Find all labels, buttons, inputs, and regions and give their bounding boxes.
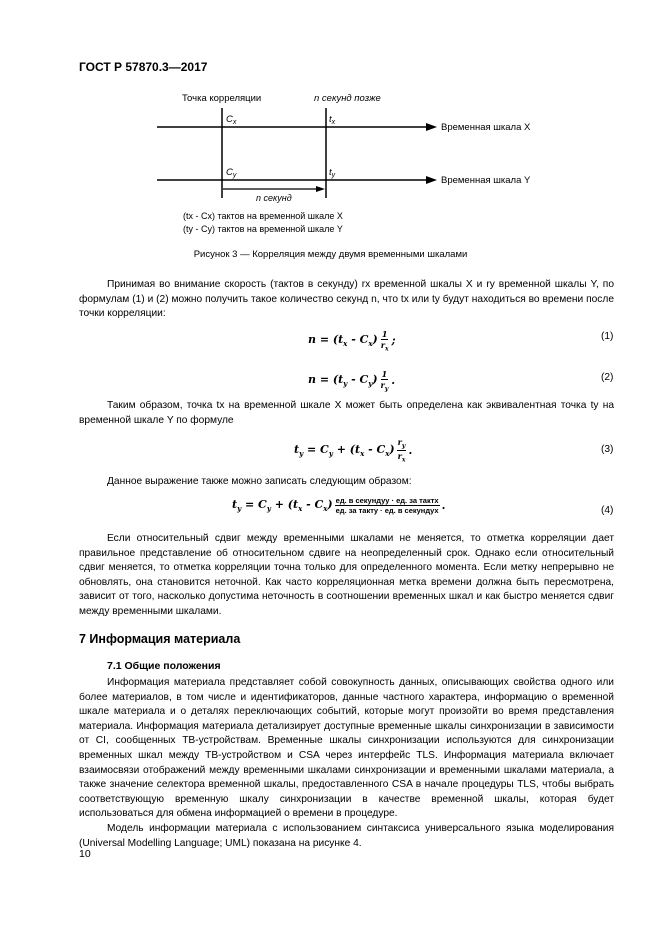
paragraph-4	[79, 532, 614, 620]
timeline-x-label: Временная шкала X	[441, 122, 531, 133]
label-n-seconds-later: n секунд позже	[314, 93, 381, 104]
paragraph-3	[79, 475, 614, 490]
label-correlation-point: Точка корреляции	[182, 93, 262, 104]
paragraph-3-text: Данное выражение также можно записать следующим образом:	[107, 476, 412, 487]
timeline-y-label: Временная шкала Y	[441, 175, 531, 186]
equation-4: $t_y = C_y + (t_x - C_x)$ $\frac{\text{ед. в секундуу · ед. за тактх}}{\text{ед. за тактy · ед. в секундух}}$ .	[232, 496, 446, 515]
paragraph-5-text: Информация материала представляет собой совокупность данных, описывающих свойства одного или более материалов, в том числе и идентификаторов, данные частного характера, информацию о временной шкале материала и о деталях переключающих событий, которые могут произойти во время представления материала. Информация материала детализирует доступные временные шкалы синхронизации в зависимости от CI, сообщенных ТВ-устройствам. Временные шкалы синхронизации используются для синхронизации временных шкал между ТВ-устройством и CSA через интерфейс TLS. Информация материала включает взаимосвязи отображений между временными шкалами синхронизации и временными шкалами материала, а также значение селектора временной шкалы, предоставленного CSA в начале процедуры TLS, чтобы выбрать соответствующую временную шкалу синхронизации в качестве временной шкалы, которая будет использоваться для обмена информацией о времени в процедуре.	[79, 677, 614, 820]
paragraph-2	[79, 399, 614, 428]
paragraph-5	[79, 676, 614, 851]
section-heading: 7 Информация материала	[79, 632, 241, 646]
equation-1: $n = (t_x - C_x)$ $\frac{1}{r_x}$ ;	[308, 329, 396, 353]
label-ty: $t_y$	[329, 167, 336, 179]
equation-1-number: (1)	[601, 331, 614, 342]
label-cx: $C_x$	[226, 114, 237, 126]
equation-2-number: (2)	[601, 372, 614, 383]
ticks-x-label: (tx - Cx) тактов на временной шкале X	[183, 211, 343, 221]
paragraph-1	[79, 278, 614, 322]
equation-2: $n = (t_y - C_y)$ $\frac{1}{r_y}$ .	[308, 369, 396, 393]
label-cy: $C_y$	[226, 167, 237, 179]
equation-4-number: (4)	[601, 505, 614, 516]
timeline-x-arrow	[426, 123, 437, 131]
equation-4-denominator: ед. за тактy · ед. в секундух	[335, 506, 439, 515]
equation-4-numerator: ед. в секундуу · ед. за тактх	[335, 496, 439, 505]
correlation-figure	[0, 0, 661, 270]
figure-caption: Рисунок 3 — Корреляция между двумя временными шкалами	[193, 249, 468, 260]
equation-3: $t_y = C_y + (t_x - C_x)$ $\frac{r_y}{r_x}$ .	[294, 437, 413, 464]
timeline-y-arrow	[426, 176, 437, 184]
subsection-heading: 7.1 Общие положения	[107, 660, 221, 672]
paragraph-1-text: Принимая во внимание скорость (тактов в секунду) rx временной шкалы X и ry временной шкалы Y, по формулам (1) и (2) можно получить такое количество секунд n, что tx или ty будут находиться во времени после точки корреляции:	[79, 279, 614, 320]
document-header: ГОСТ Р 57870.3—2017	[79, 60, 208, 74]
equation-3-number: (3)	[601, 444, 614, 455]
n-seconds-arrowhead	[316, 186, 325, 192]
page-number: 10	[79, 848, 91, 860]
ticks-y-label: (ty - Cy) тактов на временной шкале Y	[183, 224, 343, 234]
paragraph-4-text: Если относительный сдвиг между временными шкалами не меняется, то отметка корреляции дает правильное представление об относительном сдвиге на неопределенный срок. Однако если относительный сдвиг меняется, то отметка корреляции точна только для определенного момента. Если метку непрерывно не обновлять, она становится неточной. Как часто корреляционная метка времени должна быть пересмотрена, зависит от того, насколько допустима неточность в соотношении временных шкал и как быстро меняется сдвиг между временными шкалами.	[79, 533, 614, 617]
paragraph-2-text: Таким образом, точка tx на временной шкале X может быть определена как эквивалентная точка ty на временной шкале Y по формуле	[79, 400, 614, 426]
paragraph-6-text: Модель информации материала с использованием синтаксиса универсального языка моделирования (Universal Modelling Language; UML) показана на рисунке 4.	[79, 822, 614, 849]
n-seconds-label: n секунд	[256, 193, 292, 203]
label-tx: $t_x$	[329, 114, 336, 126]
